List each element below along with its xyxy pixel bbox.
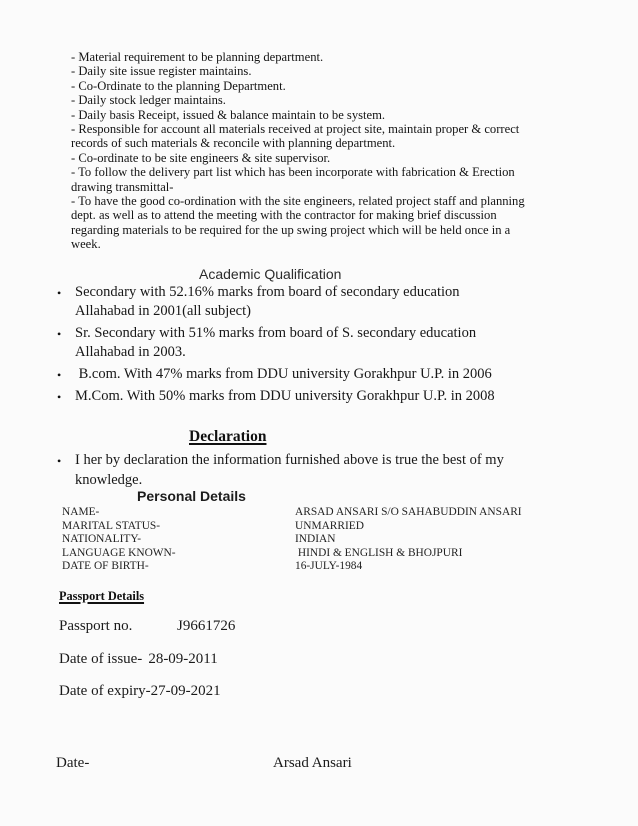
duty-line: - Daily stock ledger maintains. <box>71 93 226 108</box>
duty-line: - Material requirement to be planning department. <box>71 50 324 64</box>
passport-details-heading: Passport Details <box>59 589 145 603</box>
personal-detail-value: HINDI & ENGLISH & BHOJPURI <box>295 546 463 559</box>
list-item <box>57 365 535 384</box>
declaration-heading: Declaration <box>189 428 267 445</box>
list-item <box>57 283 535 322</box>
personal-detail-value: 16-JULY-1984 <box>295 560 363 573</box>
academic-qualification-heading: Academic Qualification <box>199 266 342 282</box>
list-item <box>57 324 535 363</box>
personal-detail-row <box>62 533 522 547</box>
list-item-line: B.com. With 47% marks from DDU university Gorakhpur U.P. in 2006 <box>75 366 492 383</box>
duty-line: - Co-Ordinate to the planning Department. <box>71 78 286 93</box>
bullet-marker-icon: • <box>57 389 62 404</box>
passport-detail-value: J9661726 <box>177 618 236 634</box>
list-item-line: Secondary with 52.16% marks from board of secondary education <box>75 284 460 300</box>
duty-line: - Daily basis Receipt, issued & balance maintain to be system. <box>71 107 386 122</box>
duty-line: week. <box>71 237 101 252</box>
duty-line: dept. as well as to attend the meeting with the contractor for making brief discussion <box>71 208 497 223</box>
list-item-text <box>75 450 575 491</box>
passport-detail-value: 27-09-2021 <box>150 683 221 699</box>
bullet-marker-icon: • <box>57 368 62 383</box>
list-item-line: knowledge. <box>75 472 143 489</box>
passport-detail-row <box>59 652 235 668</box>
duty-line: regarding materials to be required for the up swing project which will be held once in a <box>71 222 511 237</box>
passport-detail-row <box>59 684 235 700</box>
list-item-line: Allahabad in 2003. <box>75 344 186 361</box>
list-item-line: I her by declaration the information furnished above is true the best of my <box>75 452 504 468</box>
personal-detail-value: ARSAD ANSARI S/O SAHABUDDIN ANSARI <box>295 506 522 518</box>
passport-detail-row <box>59 619 235 635</box>
list-item-text <box>75 365 535 384</box>
duty-line: - Co-ordinate to be site engineers & site supervisor. <box>71 150 331 165</box>
declaration-list <box>57 450 575 493</box>
duties-list <box>71 50 591 252</box>
bullet-marker-icon: • <box>57 454 62 468</box>
passport-detail-label: Date of expiry- <box>59 683 151 699</box>
duty-line: - Responsible for account all materials received at project site, maintain proper & correct <box>71 122 520 137</box>
personal-details-heading: Personal Details <box>137 488 246 504</box>
duty-line: - To have the good co-ordination with the site engineers, related project staff and planning <box>71 194 525 209</box>
personal-detail-row <box>62 560 522 574</box>
list-item-text <box>75 324 535 363</box>
signature-row <box>56 755 556 772</box>
personal-detail-label: NAME- <box>62 506 100 518</box>
list-item-line: Allahabad in 2001(all subject) <box>75 303 251 320</box>
personal-detail-value: UNMARRIED <box>295 519 364 532</box>
duty-line: - To follow the delivery part list which has been incorporate with fabrication & Erection <box>71 165 515 180</box>
personal-detail-row <box>62 547 522 561</box>
bullet-marker-icon: • <box>57 286 62 300</box>
list-item <box>57 387 535 406</box>
list-item-text <box>75 387 535 406</box>
duty-line: drawing transmittal- <box>71 179 174 194</box>
personal-details-table <box>62 506 522 574</box>
academic-qualification-list <box>57 283 535 409</box>
passport-detail-value: 28-09-2011 <box>148 650 218 667</box>
personal-detail-label: DATE OF BIRTH- <box>62 560 149 573</box>
duty-line: - Daily site issue register maintains. <box>71 64 252 79</box>
personal-detail-label: NATIONALITY- <box>62 533 142 546</box>
passport-details-rows <box>59 619 235 717</box>
personal-detail-value: INDIAN <box>295 533 336 546</box>
date-label: Date- <box>56 755 90 771</box>
personal-detail-label: LANGUAGE KNOWN- <box>62 546 176 559</box>
personal-detail-label: MARITAL STATUS- <box>62 519 161 532</box>
personal-detail-row <box>62 520 522 534</box>
passport-detail-label: Date of issue- <box>59 650 143 667</box>
list-item-line: Sr. Secondary with 51% marks from board of S. secondary education <box>75 325 477 342</box>
list-item-line: M.Com. With 50% marks from DDU university Gorakhpur U.P. in 2008 <box>75 387 495 404</box>
list-item <box>57 450 575 491</box>
personal-detail-row <box>62 506 522 520</box>
list-item-text <box>75 283 535 322</box>
signature-name: Arsad Ansari <box>273 755 352 771</box>
passport-detail-label: Passport no. <box>59 618 133 634</box>
duty-line: records of such materials & reconcile with planning department. <box>71 136 396 151</box>
bullet-marker-icon: • <box>57 327 62 342</box>
